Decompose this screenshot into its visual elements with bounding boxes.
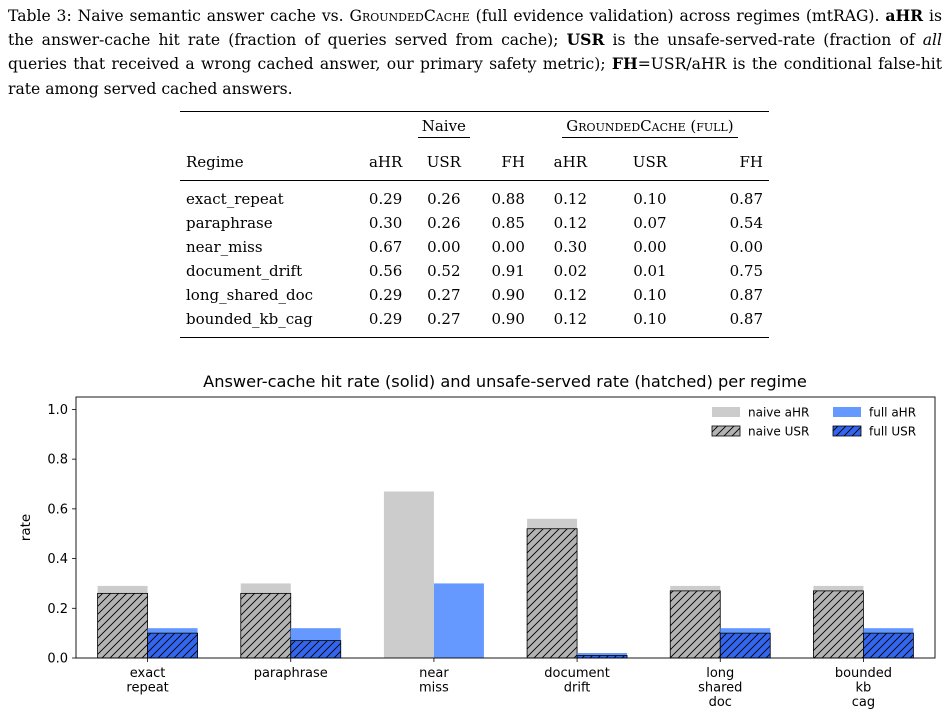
cell-naive-ahr: 0.67: [368, 238, 403, 256]
usr-term: USR: [566, 30, 605, 50]
bar-naive-usr-hatch: [527, 529, 577, 658]
legend-swatch-hatch: [833, 426, 861, 436]
cell-full-usr: 0.00: [633, 238, 667, 256]
table-row: [180, 283, 769, 307]
cell-naive-ahr: 0.29: [368, 286, 403, 304]
bar-full-ahr: [434, 583, 484, 658]
y-tick-label: 1.0: [47, 402, 68, 418]
cell-full-fh: 0.87: [729, 286, 763, 304]
cell-full-fh: 0.87: [729, 310, 763, 328]
x-tick-label: near: [419, 666, 449, 681]
cell-regime: paraphrase: [186, 214, 273, 232]
cell-full-usr: 0.07: [633, 214, 667, 232]
col-regime: Regime: [180, 143, 357, 181]
cell-full-usr: 0.01: [633, 262, 667, 280]
results-table: [180, 111, 769, 338]
legend-item: [833, 425, 916, 439]
cell-full-fh: 0.00: [729, 238, 763, 256]
cell-regime: document_drift: [186, 262, 303, 280]
bar-full-usr-hatch: [291, 641, 341, 658]
bar-full-usr-hatch: [720, 633, 770, 658]
cell-naive-fh: 0.91: [491, 262, 525, 280]
x-tick-label: long: [706, 666, 735, 681]
table-row: [180, 307, 769, 338]
cell-naive-ahr: 0.29: [368, 190, 403, 208]
legend-swatch: [833, 407, 861, 417]
fh-term: FH: [611, 54, 638, 74]
cell-naive-fh: 0.90: [491, 310, 525, 328]
cell-regime: near_miss: [186, 238, 263, 256]
cell-full-usr: 0.10: [633, 286, 667, 304]
x-tick-label: paraphrase: [253, 666, 328, 681]
legend-label: full aHR: [869, 405, 917, 420]
col-naive-ahr: aHR: [357, 143, 415, 181]
group-full: [531, 112, 769, 144]
caption-text: queries that received a wrong cached answer, our primary safety metric);: [8, 55, 612, 74]
bar-naive-usr-hatch: [241, 593, 291, 658]
caption-text: =USR/aHR is the conditional false-hit rate among served cached answers.: [8, 55, 942, 98]
x-tick-label: bounded: [834, 666, 893, 681]
y-tick-label: 0.0: [47, 651, 68, 667]
cell-full-ahr: 0.30: [553, 238, 588, 256]
legend-item: [712, 406, 809, 420]
cell-naive-ahr: 0.56: [368, 262, 403, 280]
cell-naive-usr: 0.27: [427, 310, 461, 328]
cell-full-usr: 0.10: [633, 190, 667, 208]
group-full-label: GroundedCache (full): [562, 117, 737, 138]
table-row: [180, 259, 769, 283]
legend-label: naive aHR: [748, 405, 810, 420]
legend-swatch: [712, 407, 740, 417]
x-tick-label: exact: [129, 666, 166, 681]
col-naive-usr: USR: [414, 143, 473, 181]
cell-naive-ahr: 0.29: [368, 310, 403, 328]
cell-full-fh: 0.54: [729, 214, 763, 232]
x-tick-label: miss: [419, 680, 449, 696]
caption-text: Naive semantic answer cache vs.: [71, 7, 350, 25]
cell-full-fh: 0.87: [729, 190, 763, 208]
y-tick-label: 0.2: [47, 601, 68, 617]
cell-full-usr: 0.10: [633, 310, 667, 328]
caption-text: is the answer-cache hit rate (fraction of queries served from cache);: [8, 7, 943, 50]
table-row: [180, 235, 769, 259]
legend-item: [833, 406, 916, 420]
cell-full-ahr: 0.12: [553, 310, 588, 328]
chart-title: Answer-cache hit rate (solid) and unsafe-served rate (hatched) per regime: [203, 372, 807, 391]
cell-naive-fh: 0.00: [491, 238, 525, 256]
cell-full-ahr: 0.12: [553, 190, 588, 208]
table-body: [180, 181, 769, 338]
table-row: [180, 211, 769, 235]
bar-naive-usr-hatch: [98, 593, 148, 658]
cell-naive-usr: 0.26: [427, 190, 461, 208]
bar-naive-usr-hatch: [670, 591, 720, 658]
cell-naive-fh: 0.85: [491, 214, 525, 232]
cell-full-ahr: 0.12: [553, 286, 588, 304]
col-naive-fh: FH: [473, 143, 531, 181]
table-row: [180, 181, 769, 212]
caption-text: (full evidence validation) across regimes (mtRAG).: [469, 7, 886, 25]
cell-naive-fh: 0.88: [491, 190, 525, 208]
table-caption: [8, 4, 942, 101]
y-tick-label: 0.8: [47, 452, 68, 468]
table-group-header: [180, 112, 769, 144]
chart-legend: [712, 406, 916, 439]
system-name: GroundedCache: [349, 7, 470, 25]
cell-naive-usr: 0.52: [427, 262, 461, 280]
cell-regime: exact_repeat: [186, 190, 284, 208]
x-tick-label: document: [544, 666, 610, 681]
ahr-term: aHR: [885, 6, 924, 25]
col-full-ahr: aHR: [531, 143, 610, 181]
cell-naive-ahr: 0.30: [368, 214, 403, 232]
legend-item: [712, 425, 809, 439]
cell-regime: long_shared_doc: [186, 286, 314, 304]
caption-label: Table 3:: [8, 7, 72, 25]
cell-full-ahr: 0.12: [553, 214, 588, 232]
table-column-header: [180, 143, 769, 181]
x-tick-label: doc: [708, 695, 732, 710]
legend-swatch-hatch: [712, 426, 740, 436]
cell-regime: bounded_kb_cag: [186, 310, 313, 328]
plot-area: [47, 397, 935, 710]
legend-label: full USR: [869, 424, 917, 439]
y-tick-label: 0.4: [47, 552, 68, 568]
group-naive: [357, 112, 531, 144]
caption-text: is the unsafe-served-rate (fraction of: [604, 31, 923, 50]
y-tick-label: 0.6: [47, 502, 68, 518]
x-tick-label: repeat: [126, 680, 169, 696]
cell-naive-usr: 0.26: [427, 214, 461, 232]
bar-full-usr-hatch: [148, 633, 198, 658]
group-naive-label: Naive: [418, 117, 470, 138]
bar-naive-ahr: [384, 491, 434, 658]
empty-cell: [180, 112, 357, 144]
rate-chart: [0, 360, 949, 721]
cell-naive-fh: 0.90: [491, 286, 525, 304]
x-tick-label: drift: [563, 680, 591, 696]
bar-full-usr-hatch: [863, 633, 913, 658]
x-tick-label: shared: [698, 680, 743, 696]
col-full-usr: USR: [610, 143, 690, 181]
cell-naive-usr: 0.27: [427, 286, 461, 304]
y-axis-label: rate: [18, 513, 34, 542]
col-full-fh: FH: [690, 143, 769, 181]
cell-full-fh: 0.75: [729, 262, 763, 280]
bar-naive-usr-hatch: [813, 591, 863, 658]
x-tick-label: kb: [855, 680, 872, 696]
legend-label: naive USR: [748, 424, 810, 439]
cell-full-ahr: 0.02: [553, 262, 588, 280]
x-tick-label: cag: [851, 695, 876, 710]
cell-naive-usr: 0.00: [427, 238, 461, 256]
all-word: all: [922, 31, 943, 50]
